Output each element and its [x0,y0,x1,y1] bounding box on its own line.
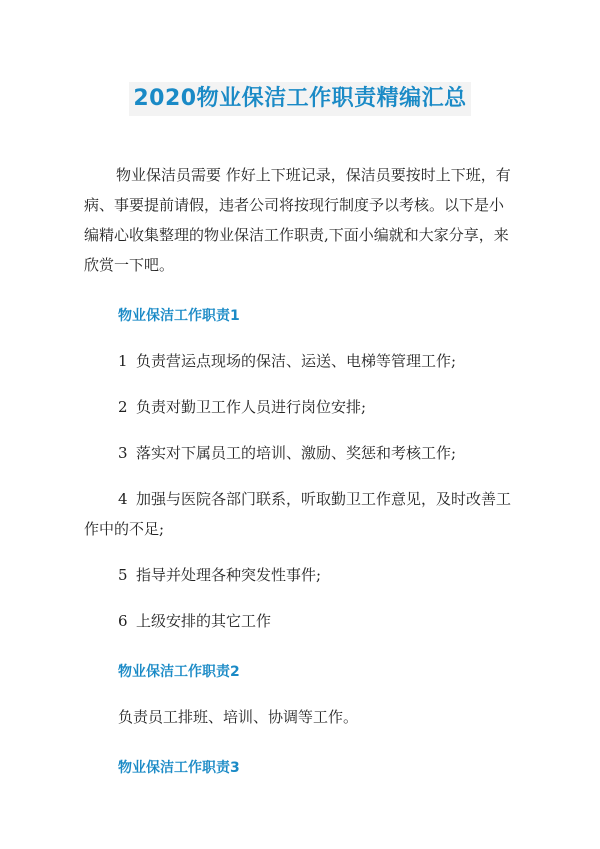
section-heading: 物业保洁工作职责1 [118,308,240,324]
title-container [0,82,600,116]
section-body: 负责员工排班、培训、协调等工作。 [118,708,359,726]
document-body [84,160,516,782]
duty-number: 2 [118,398,128,416]
section-1 [84,302,516,636]
duty-text: 上级安排的其它工作 [136,612,272,630]
section-heading: 物业保洁工作职责2 [118,664,240,680]
duty-number: 5 [118,566,128,584]
duty-number: 1 [118,352,128,370]
intro-paragraph: 物业保洁员需要 作好上下班记录，保洁员要按时上下班，有病、事要提前请假，违者公司将按现行制度予以考核。以下是小编精心收集整理的物业保洁工作职责,下面小编就和大家分享，来欣赏一下吧。 [84,166,511,274]
duty-item [84,560,516,590]
duty-number: 3 [118,444,128,462]
duty-text: 负责对勤卫工作人员进行岗位安排; [136,398,367,416]
section-3 [84,754,516,782]
duty-text: 加强与医院各部门联系，听取勤卫工作意见，及时改善工作中的不足; [84,490,512,538]
duty-item [84,346,516,376]
duty-item [84,606,516,636]
duty-text: 落实对下属员工的培训、激励、奖惩和考核工作; [136,444,457,462]
section-heading: 物业保洁工作职责3 [118,760,240,776]
duty-text: 指导并处理各种突发性事件; [136,566,322,584]
duty-text: 负责营运点现场的保洁、运送、电梯等管理工作; [136,352,457,370]
duty-item [84,438,516,468]
duty-number: 4 [118,490,128,508]
duty-number: 6 [118,612,128,630]
duty-item [84,392,516,422]
section-2 [84,658,516,732]
page-title: 2020物业保洁工作职责精编汇总 [129,82,470,116]
duty-item [84,484,516,544]
